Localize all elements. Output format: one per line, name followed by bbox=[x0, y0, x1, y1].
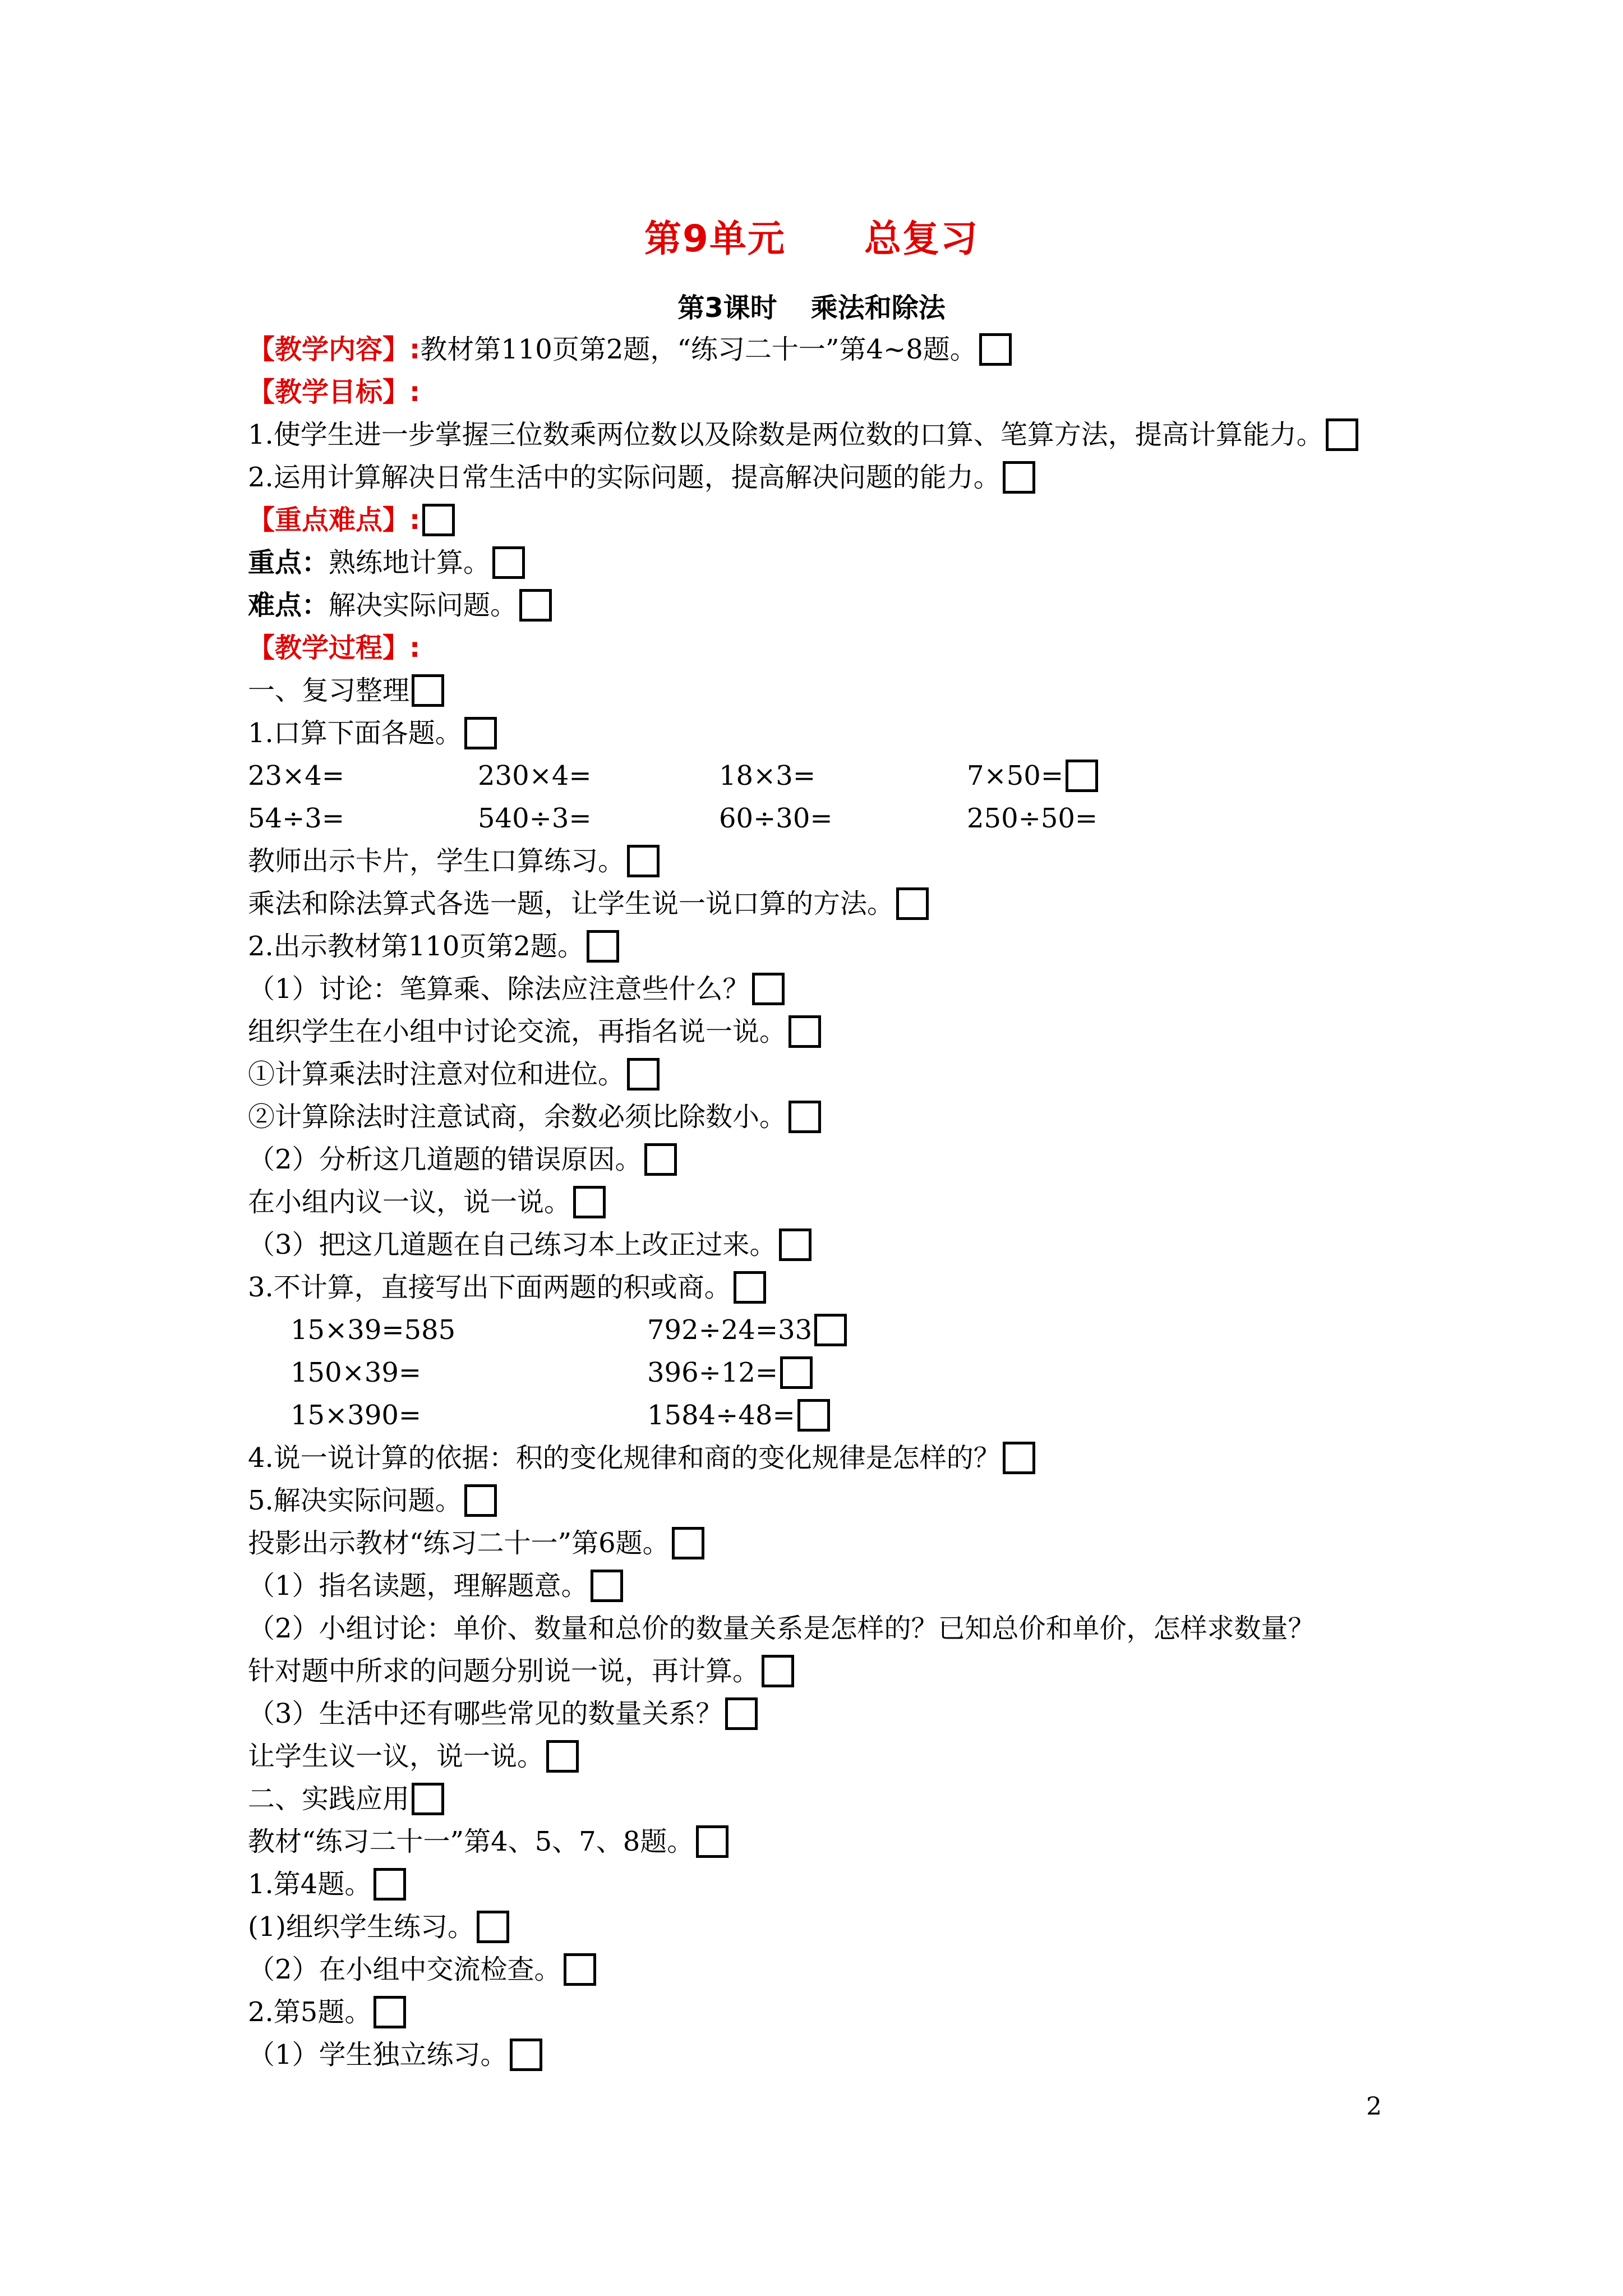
calc-item: 396÷12= bbox=[647, 1357, 778, 1388]
page-title bbox=[0, 209, 1623, 262]
text-line bbox=[248, 1522, 1437, 1565]
answer-box[interactable] bbox=[979, 333, 1012, 366]
practice-heading bbox=[248, 1778, 1437, 1820]
calc-item: 15×39=585 bbox=[291, 1314, 456, 1346]
text-line bbox=[248, 1096, 1437, 1138]
answer-box[interactable] bbox=[422, 504, 455, 536]
line-text: 在小组内议一议，说一说。 bbox=[248, 1186, 571, 1218]
text-line bbox=[248, 1266, 1437, 1309]
line-text: 2.出示教材第110页第2题。 bbox=[248, 931, 584, 962]
calc-item-with-box bbox=[647, 1309, 847, 1351]
answer-box[interactable] bbox=[374, 1868, 406, 1901]
answer-box[interactable] bbox=[510, 2039, 542, 2071]
text-line bbox=[248, 1053, 1437, 1096]
text-line bbox=[248, 1010, 1437, 1053]
text-line bbox=[248, 1820, 1437, 1863]
goal-1-line bbox=[248, 413, 1437, 456]
text-line bbox=[248, 1863, 1437, 1906]
line-text: 2.第5题。 bbox=[248, 1996, 372, 2028]
line-text: 4.说一说计算的依据：积的变化规律和商的变化规律是怎样的？ bbox=[248, 1442, 1000, 1474]
calc-item: 18×3= bbox=[719, 760, 816, 792]
review-heading bbox=[248, 669, 1437, 712]
calc-row-1 bbox=[248, 754, 1437, 797]
calc-item-with-box bbox=[647, 1351, 813, 1394]
answer-box[interactable] bbox=[627, 845, 660, 877]
answer-box[interactable] bbox=[564, 1953, 596, 1986]
text-line bbox=[248, 1138, 1437, 1181]
calc-item: 15×390= bbox=[291, 1400, 422, 1431]
title-unit: 第9单元 bbox=[644, 217, 786, 260]
line-text: （3）把这几道题在自己练习本上改正过来。 bbox=[248, 1229, 777, 1260]
answer-box[interactable] bbox=[896, 887, 929, 920]
text-line bbox=[248, 882, 1437, 925]
text-line bbox=[248, 1607, 1437, 1650]
text-line bbox=[248, 1948, 1437, 1991]
lesson-subtitle bbox=[0, 286, 1623, 325]
text-line bbox=[248, 925, 1437, 968]
answer-box[interactable] bbox=[1003, 461, 1035, 494]
answer-box[interactable] bbox=[780, 1356, 813, 1389]
teaching-process-heading bbox=[248, 627, 1437, 669]
line-text: 针对题中所求的问题分别说一说，再计算。 bbox=[248, 1655, 760, 1687]
answer-box[interactable] bbox=[587, 930, 619, 963]
teaching-content-line bbox=[248, 328, 1437, 371]
answer-box[interactable] bbox=[591, 1570, 623, 1602]
calc-item-with-box bbox=[647, 1394, 830, 1437]
answer-box[interactable] bbox=[627, 1058, 660, 1091]
answer-box[interactable] bbox=[789, 1015, 821, 1048]
section-label: 【教学内容】: bbox=[248, 334, 421, 365]
answer-box[interactable] bbox=[412, 1783, 444, 1815]
lesson-content bbox=[248, 328, 1437, 2076]
calc-item: 1584÷48= bbox=[647, 1400, 795, 1431]
line-text: 1.口算下面各题。 bbox=[248, 717, 462, 749]
answer-box[interactable] bbox=[762, 1655, 794, 1687]
answer-box[interactable] bbox=[1066, 760, 1098, 792]
text-line bbox=[248, 1223, 1437, 1266]
line-text: ①计算乘法时注意对位和进位。 bbox=[248, 1059, 625, 1090]
answer-box[interactable] bbox=[779, 1228, 811, 1261]
line-text: (1)组织学生练习。 bbox=[248, 1911, 474, 1943]
answer-box[interactable] bbox=[374, 1996, 406, 2028]
calc-item: 250÷50= bbox=[967, 803, 1098, 834]
calc-item: 150×39= bbox=[291, 1357, 422, 1388]
focus-line bbox=[248, 541, 1437, 584]
answer-box[interactable] bbox=[519, 589, 552, 622]
text-line bbox=[248, 968, 1437, 1010]
line-text: ②计算除法时注意试商，余数必须比除数小。 bbox=[248, 1101, 787, 1133]
line-text: 1.使学生进一步掌握三位数乘两位数以及除数是两位数的口算、笔算方法，提高计算能力。 bbox=[248, 419, 1324, 450]
section-label: 【教学过程】: bbox=[248, 632, 421, 664]
section-label: 【重点难点】: bbox=[248, 504, 421, 536]
answer-box[interactable] bbox=[412, 674, 444, 707]
answer-box[interactable] bbox=[797, 1399, 830, 1432]
answer-box[interactable] bbox=[814, 1314, 847, 1346]
text-line bbox=[248, 1437, 1437, 1479]
line-text: 教师出示卡片，学生口算练习。 bbox=[248, 845, 625, 877]
calc-item: 540÷3= bbox=[478, 803, 592, 834]
answer-box[interactable] bbox=[1326, 418, 1358, 451]
line-text: （1）讨论：笔算乘、除法应注意些什么？ bbox=[248, 973, 750, 1005]
line-text: 2.运用计算解决日常生活中的实际问题，提高解决问题的能力。 bbox=[248, 462, 1000, 493]
answer-box[interactable] bbox=[573, 1186, 606, 1218]
text-line bbox=[248, 1565, 1437, 1607]
subtitle-topic: 乘法和除法 bbox=[810, 292, 946, 324]
section-label: 【教学目标】: bbox=[248, 376, 421, 408]
calc-row-3 bbox=[248, 1309, 1437, 1351]
line-text: 投影出示教材“练习二十一”第6题。 bbox=[248, 1527, 670, 1559]
calc-row-4 bbox=[248, 1351, 1437, 1394]
line-text: 乘法和除法算式各选一题，让学生说一说口算的方法。 bbox=[248, 888, 895, 919]
calc-item: 60÷30= bbox=[719, 803, 833, 834]
oral-calc-line bbox=[248, 712, 1437, 754]
calc-item: 792÷24=33 bbox=[647, 1314, 813, 1346]
line-text: （2）在小组中交流检查。 bbox=[248, 1954, 561, 1985]
line-text: 教材第110页第2题，“练习二十一”第4~8题。 bbox=[420, 334, 977, 365]
calc-item: 23×4= bbox=[248, 760, 345, 792]
line-text: 组织学生在小组中讨论交流，再指名说一说。 bbox=[248, 1016, 787, 1047]
answer-box[interactable] bbox=[734, 1271, 766, 1304]
calc-item-with-box bbox=[967, 754, 1098, 797]
text-line bbox=[248, 840, 1437, 882]
answer-box[interactable] bbox=[464, 717, 497, 749]
line-text: 一、复习整理 bbox=[248, 675, 410, 706]
answer-box[interactable] bbox=[464, 1484, 497, 1517]
calc-row-2 bbox=[248, 797, 1437, 840]
text-line bbox=[248, 1692, 1437, 1735]
line-text: 二、实践应用 bbox=[248, 1783, 410, 1815]
answer-box[interactable] bbox=[725, 1697, 758, 1730]
subtitle-lesson: 第3课时 bbox=[677, 292, 777, 324]
line-text: （2）分析这几道题的错误原因。 bbox=[248, 1144, 642, 1175]
line-text: 教材“练习二十一”第4、5、7、8题。 bbox=[248, 1826, 694, 1857]
line-text: 1.第4题。 bbox=[248, 1869, 372, 1900]
goal-2-line bbox=[248, 456, 1437, 499]
calc-item: 230×4= bbox=[478, 760, 592, 792]
answer-box[interactable] bbox=[477, 1911, 509, 1943]
difficulty-line bbox=[248, 584, 1437, 627]
line-text: 5.解决实际问题。 bbox=[248, 1485, 462, 1516]
line-text: （3）生活中还有哪些常见的数量关系？ bbox=[248, 1698, 723, 1729]
line-text: 让学生议一议，说一说。 bbox=[248, 1741, 545, 1772]
focus-label: 重点： bbox=[248, 547, 329, 578]
line-text: （2）小组讨论：单价、数量和总价的数量关系是怎样的？已知总价和单价，怎样求数量？ bbox=[248, 1613, 1315, 1644]
teaching-goal-heading bbox=[248, 371, 1437, 413]
text-line bbox=[248, 1906, 1437, 1948]
difficulty-label: 难点： bbox=[248, 590, 329, 621]
text-line bbox=[248, 1991, 1437, 2033]
line-text: 熟练地计算。 bbox=[329, 547, 491, 578]
answer-box[interactable] bbox=[644, 1143, 677, 1176]
text-line bbox=[248, 1650, 1437, 1692]
line-text: （1）学生独立练习。 bbox=[248, 2039, 508, 2070]
calc-row-5 bbox=[248, 1394, 1437, 1437]
answer-box[interactable] bbox=[789, 1101, 821, 1133]
text-line bbox=[248, 1181, 1437, 1223]
line-text: 3.不计算，直接写出下面两题的积或商。 bbox=[248, 1272, 731, 1303]
key-points-heading bbox=[248, 499, 1437, 541]
title-review: 总复习 bbox=[864, 217, 979, 260]
calc-item: 54÷3= bbox=[248, 803, 345, 834]
text-line bbox=[248, 2033, 1437, 2076]
answer-box[interactable] bbox=[696, 1825, 728, 1858]
line-text: 解决实际问题。 bbox=[329, 590, 518, 621]
answer-box[interactable] bbox=[492, 546, 525, 579]
answer-box[interactable] bbox=[672, 1527, 704, 1559]
page-number: 2 bbox=[1366, 2092, 1382, 2121]
answer-box[interactable] bbox=[1003, 1442, 1035, 1474]
line-text: （1）指名读题，理解题意。 bbox=[248, 1570, 588, 1602]
text-line bbox=[248, 1479, 1437, 1522]
text-line bbox=[248, 1735, 1437, 1778]
calc-item: 7×50= bbox=[967, 760, 1064, 792]
answer-box[interactable] bbox=[546, 1740, 579, 1773]
answer-box[interactable] bbox=[752, 973, 785, 1005]
